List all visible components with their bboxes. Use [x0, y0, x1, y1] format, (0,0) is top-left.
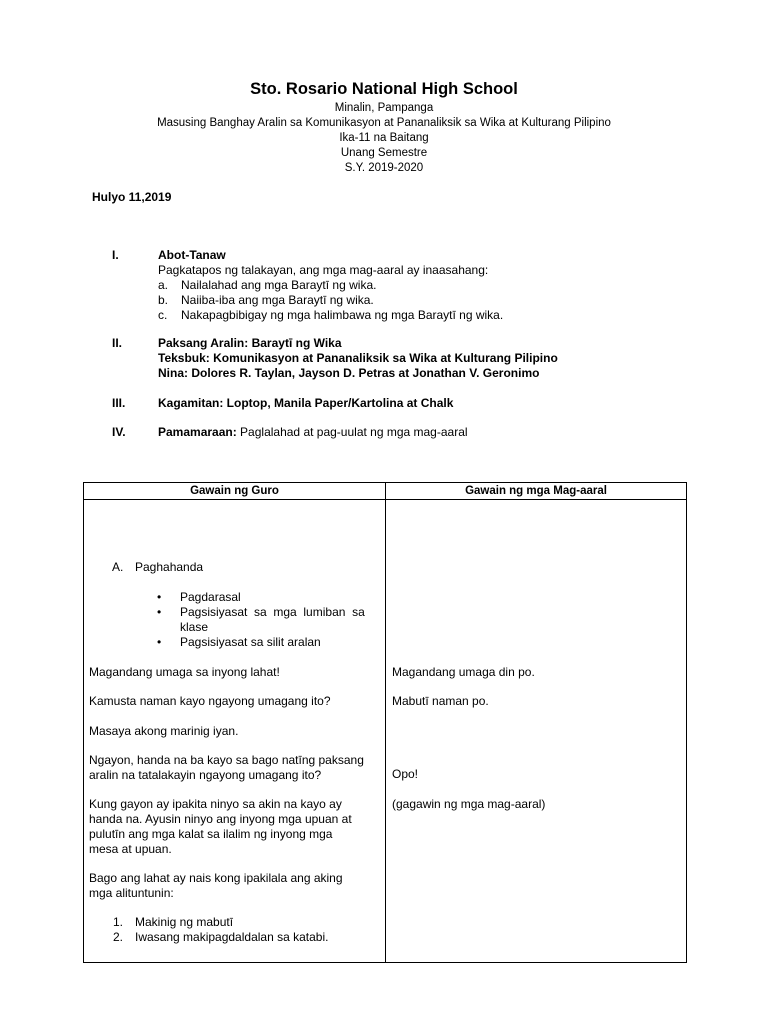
- lesson-table: [83, 482, 687, 963]
- teacher-line: handa na. Ayusin ninyo ang inyong mga upuan at: [89, 812, 352, 826]
- item-text: Nakapagbibigay ng mga halimbawa ng mga Baraytī ng wika.: [181, 308, 504, 322]
- teacher-line: Kung gayon ay ipakita ninyo sa akin na kayo ay: [89, 797, 342, 811]
- bullet-icon: •: [157, 590, 162, 604]
- student-response: Opo!: [392, 767, 419, 781]
- town: Minalin, Pampanga: [334, 102, 434, 114]
- section-heading: Kagamitan:: [158, 396, 224, 410]
- objective-item: [158, 308, 503, 322]
- section-heading: Pamamaraan:: [158, 425, 237, 439]
- student-response: Mabutī naman po.: [392, 694, 489, 708]
- semester: Unang Semestre: [340, 147, 428, 159]
- section-heading: Paksang Aralin: Baraytī ng Wika: [158, 336, 342, 350]
- part-title: Paghahanda: [135, 560, 204, 574]
- section-numeral: II.: [112, 336, 123, 350]
- teacher-line: mga alituntunin:: [89, 886, 174, 900]
- rule-number: 1.: [113, 915, 124, 929]
- materials-line: [158, 396, 453, 410]
- section-numeral: IV.: [112, 425, 126, 439]
- teacher-line: Bago ang lahat ay nais kong ipakilala ang aking: [89, 871, 343, 885]
- textbook-line: Teksbuk: Komunikasyon at Pananaliksik sa Wika at Kulturang Pilipino: [158, 351, 558, 365]
- teacher-line: Masaya akong marinig iyan.: [89, 724, 239, 738]
- rule-text: Iwasang makipagdaldalan sa katabi.: [135, 930, 329, 944]
- section-heading: Abot-Tanaw: [158, 248, 226, 262]
- school-year: S.Y. 2019-2020: [344, 162, 424, 174]
- teacher-line: Ngayon, handa na ba kayo sa bago natīng paksang: [89, 753, 364, 767]
- student-response: (gagawin ng mga mag-aaral): [392, 797, 546, 811]
- item-letter: b.: [158, 293, 169, 307]
- grade-level: Ika-11 na Baitang: [339, 132, 429, 144]
- teacher-cell: A. Paghahanda • Pagdarasal • Pagsisiyasat sa mga lumiban sa klase • Pagsisiyasat sa silit aralan Magandang umaga sa inyong lahat! Kamusta naman kayo ngayong umagang ito? Masaya akong marinig iyan. Ngayon, handa na ba kayo sa bago natīng paksang aralin na tatalakayin ngayong umagang ito? Kung gayon ay ipakita ninyo sa akin na kayo ay handa na. Ayusin ninyo ang inyong mga upuan at pulutīn ang mga kalat sa ilalim ng inyong mga mesa at upuan. Bago ang lahat ay nais kong ipakilala ang aking mga alituntunin: 1. Makinig ng mabutī 2. Iwasang makipagdaldalan sa katabi.: [84, 500, 386, 963]
- objective-item: [158, 278, 376, 292]
- item-letter: a.: [158, 278, 169, 292]
- item-text: Naiiba-iba ang mga Baraytī ng wika.: [181, 293, 374, 307]
- section-text: Paglalahad at pag-uulat ng mga mag-aaral: [236, 425, 468, 439]
- teacher-line: mesa at upuan.: [89, 842, 172, 856]
- part-letter: A.: [112, 560, 124, 574]
- rule-text: Makinig ng mabutī: [135, 915, 234, 929]
- list-item-continued: klase: [180, 620, 209, 634]
- section-numeral: III.: [112, 396, 126, 410]
- lesson-date: Hulyo 11,2019: [92, 190, 172, 204]
- objective-item: [158, 293, 374, 307]
- teacher-line: aralin na tatalakayin ngayong umagang ito?: [89, 768, 322, 782]
- teacher-line: Magandang umaga sa inyong lahat!: [89, 665, 280, 679]
- method-line: [158, 425, 468, 439]
- section-text: Loptop, Manila Paper/Kartolina at Chalk: [223, 396, 454, 410]
- student-response: Magandang umaga din po.: [392, 665, 535, 679]
- plan-title: Masusing Banghay Aralin sa Komunikasyon at Pananaliksik sa Wika at Kulturang Pilipino: [157, 117, 611, 129]
- item-letter: c.: [158, 308, 168, 322]
- school-name: Sto. Rosario National High School: [250, 80, 518, 98]
- bullet-icon: •: [157, 605, 162, 619]
- student-cell: [386, 500, 687, 963]
- student-column-header: Gawain ng mga Mag-aaral: [386, 483, 687, 500]
- authors-line: Nina: Dolores R. Taylan, Jayson D. Petras at Jonathan V. Geronimo: [158, 366, 540, 380]
- bullet-icon: •: [157, 635, 162, 649]
- teacher-line: pulutīn ang mga kalat sa ilalim ng inyong mga: [89, 827, 333, 841]
- teacher-line: Kamusta naman kayo ngayong umagang ito?: [89, 694, 331, 708]
- item-text: Nailalahad ang mga Baraytī ng wika.: [181, 278, 377, 292]
- section-intro: Pagkatapos ng talakayan, ang mga mag-aaral ay inaasahang:: [158, 263, 489, 277]
- section-numeral: I.: [112, 248, 119, 262]
- teacher-column-header: Gawain ng Guro: [84, 483, 386, 500]
- rule-number: 2.: [113, 930, 124, 944]
